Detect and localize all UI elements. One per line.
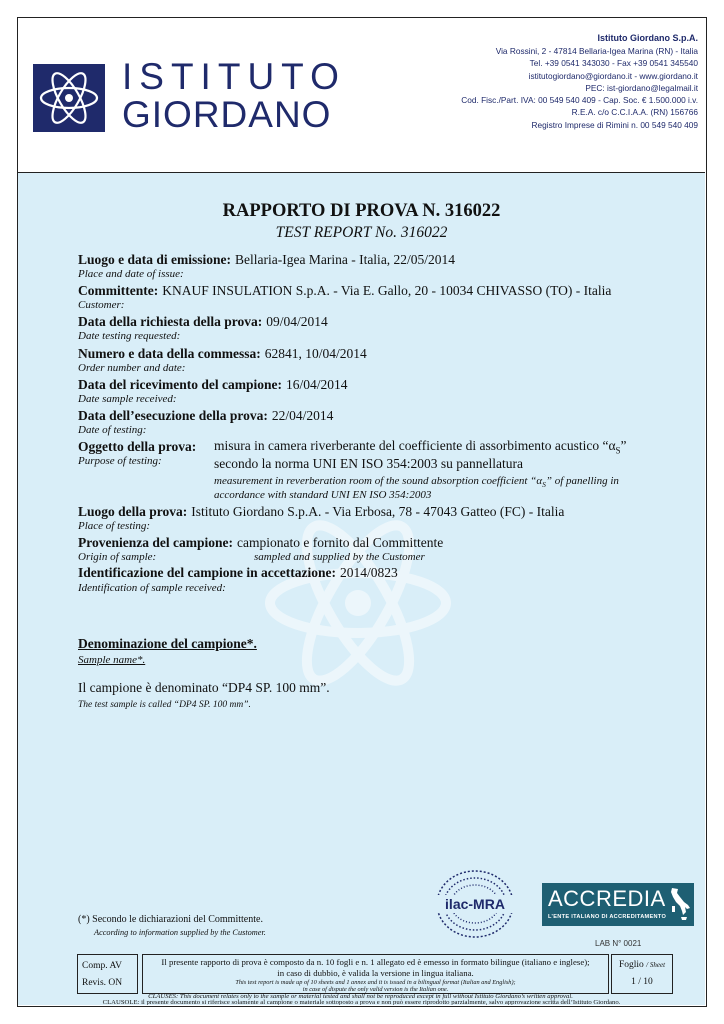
field-value: 16/04/2014 — [285, 377, 348, 392]
field-purpose — [78, 438, 196, 456]
field-value: Bellaria-Igea Marina - Italia, 22/05/2014 — [235, 252, 456, 267]
sample-text-en: The test sample is called “DP4 SP. 100 mm”. — [78, 700, 251, 710]
composition-en-line2: in case of dispute the only valid version is the Italian one. — [302, 986, 449, 993]
composition-it-line2: in caso di dubbio, è valida la versione in lingua italiana. — [277, 968, 474, 978]
sample-text: Il campione è denominato “DP4 SP. 100 mm”. — [78, 680, 330, 695]
field-label: Identificazione del campione in accettazione: — [78, 565, 336, 580]
field-order — [78, 345, 367, 363]
field-value: 09/04/2014 — [266, 314, 328, 329]
sheet-label — [612, 960, 672, 970]
comp-label: Comp. AV — [82, 961, 122, 971]
field-label-en: Origin of sample: — [78, 551, 157, 563]
sample-heading-en: Sample name*. — [78, 654, 146, 666]
alpha-subscript: S — [542, 480, 546, 490]
address-line: istitutogiordano@giordano.it - www.giordano.it — [528, 70, 698, 81]
address-line: Tel. +39 0541 343030 - Fax +39 0541 345540 — [529, 58, 698, 69]
field-label-en: Purpose of testing: — [78, 455, 162, 467]
purpose-en-text: measurement in reverberation room of the sound absorption coefficient “ — [214, 475, 537, 487]
address-line: R.E.A. c/o C.C.I.A.A. (RN) 156766 — [571, 107, 698, 118]
field-value: 62841, 10/04/2014 — [264, 346, 367, 361]
revis-label: Revis. ON — [82, 978, 123, 988]
brand-name-line1: ISTITUTO — [122, 56, 346, 97]
field-value: KNAUF INSULATION S.p.A. - Via E. Gallo, 20 - 10034 CHIVASSO (TO) - Italia — [162, 283, 612, 298]
report-body — [18, 173, 705, 1005]
field-label: Data dell’esecuzione della prova: — [78, 408, 268, 423]
report-page — [17, 17, 707, 1007]
field-label: Oggetto della prova: — [78, 439, 197, 454]
footer-sheet-box — [611, 954, 673, 994]
field-label-en: Date sample received: — [78, 393, 177, 405]
field-request-date — [78, 313, 328, 331]
composition-en-line1: This test report is made up of 10 sheets and 1 annex and it is issued in a bilingual format (Italian and English); — [235, 979, 516, 986]
accredia-logo — [542, 883, 694, 926]
field-label-en: Order number and date: — [78, 362, 186, 374]
field-place — [78, 503, 564, 521]
field-label-en: Identification of sample received: — [78, 582, 226, 594]
field-value-en: sampled and supplied by the Customer — [254, 551, 425, 563]
report-subtitle: TEST REPORT No. 316022 — [275, 224, 448, 241]
accredia-name: ACCREDIA — [548, 886, 666, 911]
purpose-value-en-line2: accordance with standard UNI EN ISO 354:2003 — [214, 489, 432, 501]
footer-revision-box — [77, 954, 138, 994]
sample-heading: Denominazione del campione*. — [78, 636, 257, 651]
sheet-label-it: Foglio — [618, 960, 644, 970]
alpha-symbol: α — [608, 438, 616, 453]
field-value: 2014/0823 — [339, 565, 398, 580]
address-line: Cod. Fisc./Part. IVA: 00 549 540 409 - Cap. Soc. € 1.500.000 i.v. — [461, 95, 698, 106]
field-issue — [78, 251, 455, 269]
purpose-value-en-line1 — [214, 475, 619, 489]
purpose-value-line1 — [214, 438, 627, 456]
purpose-en-text-end: ” of panelling in — [545, 475, 619, 487]
italy-map-icon — [669, 887, 691, 926]
footnote-en: According to information supplied by the Customer. — [94, 928, 266, 937]
clause-en: CLAUSES: This document relates only to the sample or material tested and shall not be reproduced except in full without Istituto Giordano’s written approval. — [148, 993, 573, 1000]
composition-it-line1: Il presente rapporto di prova è composto da n. 10 fogli e n. 1 allegato ed è emesso in formato bilingue (italiano e inglese); — [161, 957, 590, 967]
ilac-mra-logo — [430, 865, 520, 948]
field-testing-date — [78, 407, 333, 425]
field-label: Provenienza del campione: — [78, 535, 233, 550]
field-label: Data della richiesta della prova: — [78, 314, 263, 329]
footnote: (*) Secondo le dichiarazioni del Committente. — [78, 914, 263, 925]
purpose-text-end: ” — [620, 438, 627, 453]
field-label: Numero e data della commessa: — [78, 346, 261, 361]
lab-number: LAB N° 0021 — [595, 939, 642, 948]
purpose-text: misura in camera riverberante del coefficiente di assorbimento acustico “ — [214, 438, 609, 453]
sheet-number: 1 / 10 — [631, 977, 653, 987]
clause-it: CLAUSOLE: il presente documento si riferisce solamente al campione o materiale sottoposto a prova e non può essere riprodotto parzialmente, salvo approvazione scritta dell’Istituto Giordano. — [102, 999, 621, 1005]
field-label: Data del ricevimento del campione: — [78, 377, 282, 392]
brand-name-line2: GIORDANO — [122, 94, 332, 135]
field-identification — [78, 564, 398, 582]
field-label-en: Date testing requested: — [78, 330, 181, 342]
field-label-en: Place of testing: — [78, 520, 151, 532]
field-origin — [78, 534, 443, 552]
field-label: Luogo e data di emissione: — [78, 252, 232, 267]
field-value: 22/04/2014 — [271, 408, 334, 423]
footer-composition-box — [142, 954, 609, 994]
company-name: Istituto Giordano S.p.A. — [597, 33, 698, 43]
field-label: Committente: — [78, 283, 159, 298]
field-label-en: Place and date of issue: — [78, 268, 184, 280]
address-line: Via Rossini, 2 - 47814 Bellaria-Igea Marina (RN) - Italia — [495, 46, 698, 56]
alpha-symbol: α — [536, 475, 543, 487]
company-address — [461, 32, 698, 131]
accredia-tagline: L’ENTE ITALIANO DI ACCREDITAMENTO — [548, 914, 667, 920]
field-label-en: Customer: — [78, 299, 125, 311]
field-customer — [78, 282, 611, 300]
field-received — [78, 376, 347, 394]
atom-logo-icon — [33, 64, 105, 132]
address-line: Registro Imprese di Rimini n. 00 549 540 409 — [531, 119, 698, 130]
address-line: PEC: ist-giordano@legalmail.it — [585, 82, 698, 93]
report-title: RAPPORTO DI PROVA N. 316022 — [222, 201, 501, 221]
sheet-label-en: / Sheet — [646, 961, 666, 969]
field-value: campionato e fornito dal Committente — [236, 535, 444, 550]
field-value: Istituto Giordano S.p.A. - Via Erbosa, 78 - 47043 Gatteo (FC) - Italia — [191, 504, 565, 519]
purpose-value-line2: secondo la norma UNI EN ISO 354:2003 su pannellatura — [214, 456, 523, 471]
field-label: Luogo della prova: — [78, 504, 188, 519]
field-label-en: Date of testing: — [78, 424, 147, 436]
alpha-subscript: S — [615, 445, 621, 456]
letterhead — [18, 18, 705, 173]
ilac-label: ilac-MRA — [445, 896, 505, 912]
